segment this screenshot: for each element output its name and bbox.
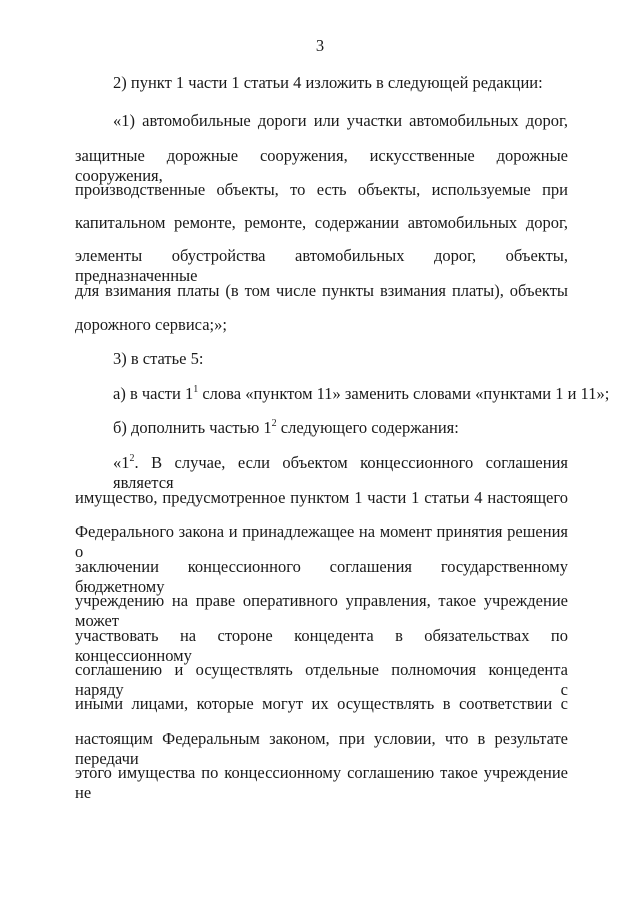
paragraph-line: настоящим Федеральным законом, при условии, что в результате передачи [75,729,568,768]
superscript: 2 [129,452,135,464]
page-number: 3 [315,36,325,55]
paragraph-line: «1) автомобильные дороги или участки автомобильных дорог, [113,111,568,130]
text-segment: . В случае, если объектом концессионного соглашения является [113,453,568,492]
text-segment: слова «пунктом 11» заменить словами «пунктами 1 и 11»; [198,384,610,403]
paragraph-line [113,453,568,493]
paragraph-line: защитные дорожные сооружения, искусственные дорожные сооружения, [75,146,568,185]
paragraph-line: элементы обустройства автомобильных дорог, объекты, предназначенные [75,246,568,285]
paragraph-item-2: 2) пункт 1 части 1 статьи 4 изложить в следующей редакции: [113,73,543,92]
paragraph-line: капитальном ремонте, ремонте, содержании автомобильных дорог, [75,213,568,232]
text-segment: б) дополнить частью 1 [113,418,272,437]
paragraph-line: соглашению и осуществлять отдельные полномочия концедента наряду с [75,660,568,699]
text-segment: «1 [113,453,130,472]
paragraph-line: участвовать на стороне концедента в обязательствах по концессионному [75,626,568,665]
paragraph-item-3: 3) в статье 5: [113,349,204,368]
superscript: 2 [271,417,277,429]
paragraph-item-3a [113,383,610,404]
paragraph-line: иными лицами, которые могут их осуществлять в соответствии с [75,694,568,713]
paragraph-line: дорожного сервиса;»; [75,315,227,334]
text-segment: следующего содержания: [276,418,459,437]
text-segment: а) в части 1 [113,384,194,403]
paragraph-line: для взимания платы (в том числе пункты взимания платы), объекты [75,281,568,300]
paragraph-line: производственные объекты, то есть объекты, используемые при [75,180,568,199]
superscript: 1 [193,383,199,395]
paragraph-line: учреждению на праве оперативного управления, такое учреждение может [75,591,568,630]
paragraph-line: имущество, предусмотренное пунктом 1 части 1 статьи 4 настоящего [75,488,568,507]
paragraph-line: этого имущества по концессионному соглашению такое учреждение не [75,763,568,802]
paragraph-line: заключении концессионного соглашения государственному бюджетному [75,557,568,596]
paragraph-item-3b [113,418,568,438]
paragraph-line: Федерального закона и принадлежащее на момент принятия решения о [75,522,568,561]
